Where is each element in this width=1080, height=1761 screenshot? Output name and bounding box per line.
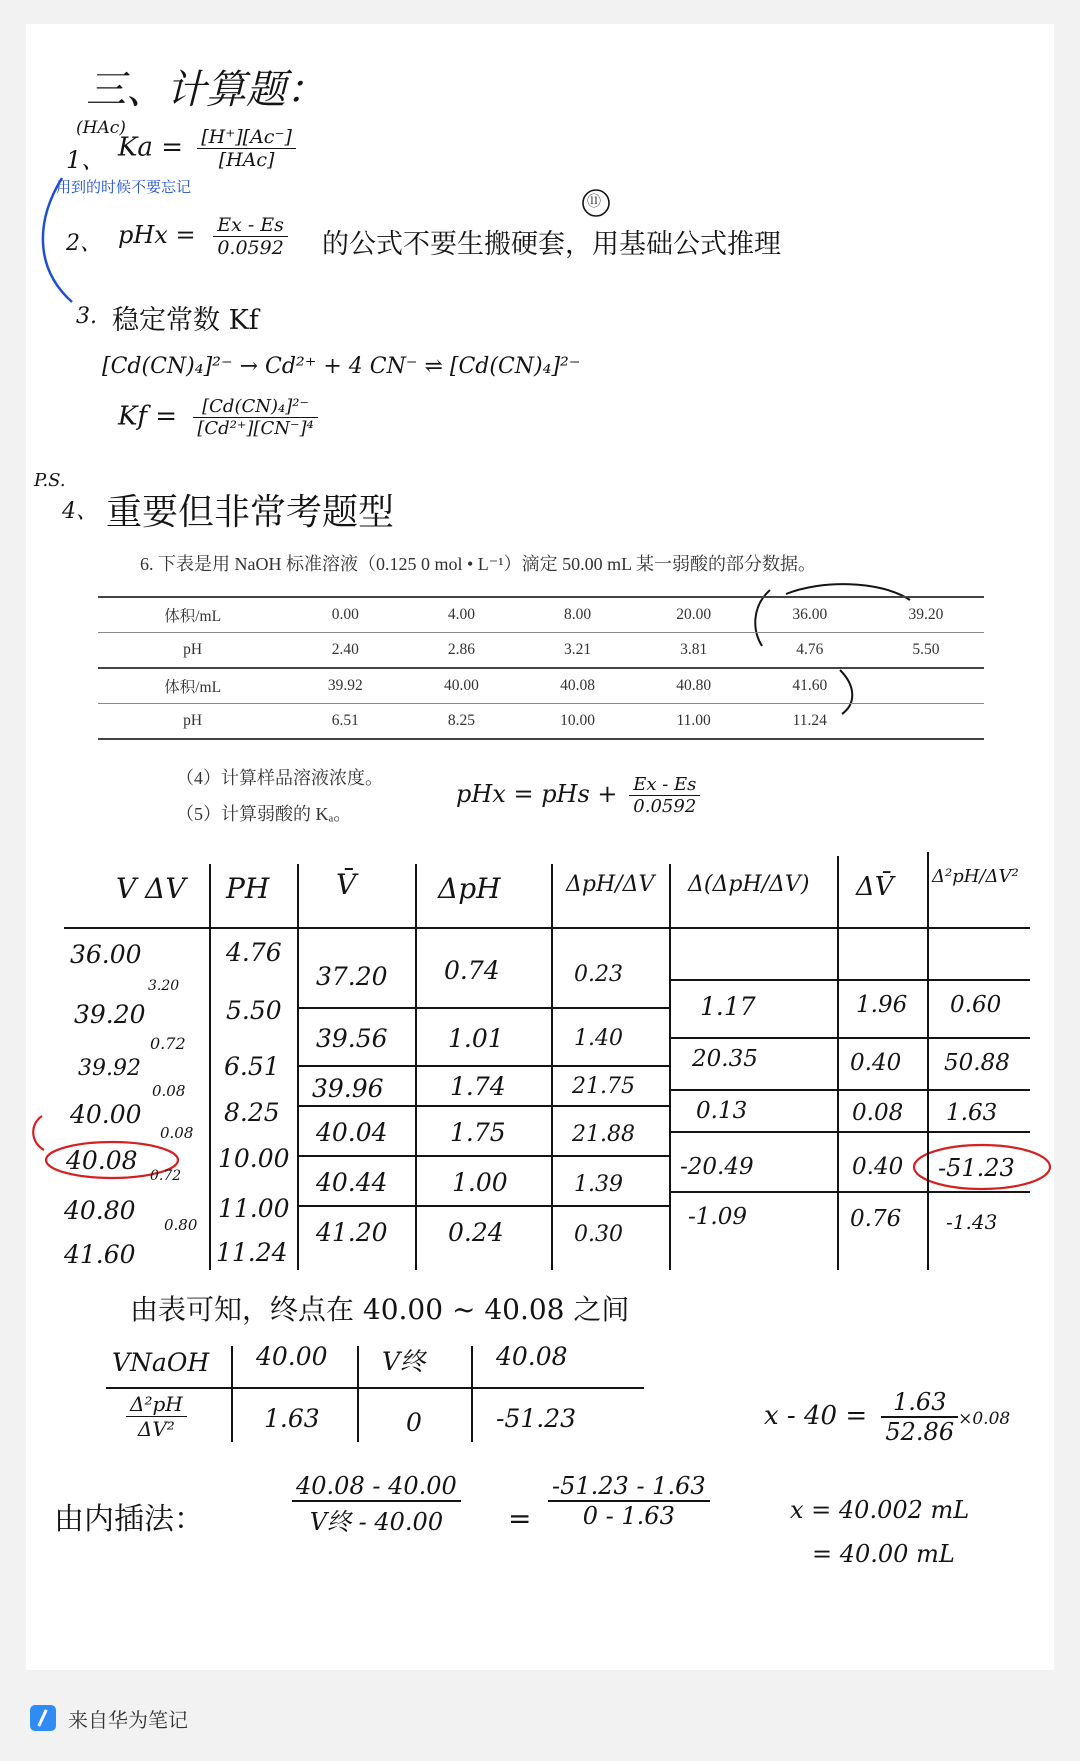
header-d-dph-dv: Δ(ΔpH/ΔV) xyxy=(688,872,810,897)
header-dvbar: ΔV̄ xyxy=(856,872,894,902)
dph-value: 1.75 xyxy=(450,1118,506,1147)
question-4: （4）计算样品溶液浓度。 xyxy=(176,768,383,788)
dph-dv-value: 21.75 xyxy=(572,1074,635,1099)
dph-dv-value: 0.23 xyxy=(574,962,623,987)
footer[interactable] xyxy=(30,1702,188,1734)
dph-value: 0.74 xyxy=(444,956,500,985)
side-calc: x - 40 = $\frac{1.63}{52.86}$ ×0.08 xyxy=(764,1388,1011,1446)
d-dph-dv-value: 0.13 xyxy=(696,1098,748,1124)
vbar-value: 39.96 xyxy=(312,1074,384,1103)
vbar-value: 37.20 xyxy=(316,962,388,991)
vbar-value: 41.20 xyxy=(316,1218,388,1247)
small-table-value: 40.08 xyxy=(496,1342,568,1371)
small-table-label: V终 xyxy=(382,1347,426,1376)
dph-value: 1.01 xyxy=(448,1024,504,1053)
d-dph-dv-value: -20.49 xyxy=(680,1154,754,1180)
d2ph-value-min: -51.23 xyxy=(938,1154,1015,1182)
table-cell: 41.60 xyxy=(752,668,868,704)
dph-value: 0.24 xyxy=(448,1218,504,1247)
footer-app-name: 来自华为笔记 xyxy=(68,1707,188,1732)
table-cell: pH xyxy=(98,704,287,740)
ph-value: 11.24 xyxy=(216,1238,288,1267)
v-value: 41.60 xyxy=(64,1240,136,1269)
v-value-endpoint: 40.08 xyxy=(66,1146,138,1175)
d2ph-value: -1.43 xyxy=(946,1210,998,1234)
table-cell: 40.08 xyxy=(519,668,635,704)
small-table-value: 40.00 xyxy=(256,1342,328,1371)
d2ph-value: 1.63 xyxy=(946,1100,998,1126)
blue-note: 用到的时候不要忘记 xyxy=(56,178,192,196)
item1-ka-formula: Ka = $\frac{[H^+][Ac^-]}{\text{[HAc]}}$ xyxy=(118,126,296,171)
interp-lhs: $\frac{40.08 - 40.00}{\text{V终 - 40.00}}$ xyxy=(292,1472,461,1537)
dvbar-value: 0.08 xyxy=(852,1100,904,1126)
phx-formula-note: pHx = pHs + $\frac{Ex - Es}{0.0592}$ xyxy=(456,774,700,817)
d2ph-value: 50.88 xyxy=(944,1050,1010,1076)
dvbar-value: 0.40 xyxy=(852,1154,904,1180)
ph-value: 6.51 xyxy=(224,1052,280,1081)
ph-value: 10.00 xyxy=(218,1144,290,1173)
item3-equation: [Cd(CN)₄]²⁻ → Cd²⁺ + 4 CN⁻ ⇌ [Cd(CN)₄]²⁻ xyxy=(102,354,581,379)
v-value: 40.80 xyxy=(64,1196,136,1225)
d-dph-dv-value: -1.09 xyxy=(688,1204,747,1230)
small-table-value: 0 xyxy=(406,1408,422,1437)
table-cell: pH xyxy=(98,633,287,669)
table-cell: 10.00 xyxy=(519,704,635,740)
dv-value: 0.80 xyxy=(164,1216,198,1234)
conclusion-text: 由表可知，终点在 40.00 ~ 40.08 之间 xyxy=(130,1293,630,1326)
table-cell: 4.00 xyxy=(403,597,519,633)
dph-dv-value: 21.88 xyxy=(572,1122,635,1147)
item3-title: 稳定常数 Kf xyxy=(112,305,259,336)
dph-dv-value: 1.40 xyxy=(574,1026,623,1051)
item3-number: 3. xyxy=(76,304,97,329)
table-cell: 4.76 xyxy=(752,633,868,669)
item2-number: 2、 xyxy=(66,231,102,256)
table-cell: 6.51 xyxy=(287,704,403,740)
header-vbar: V̄ xyxy=(336,868,357,901)
d2ph-value: 0.60 xyxy=(950,992,1002,1018)
ph-value: 4.76 xyxy=(226,938,282,967)
table-cell: 体积/mL xyxy=(98,668,287,704)
small-table-value: -51.23 xyxy=(496,1404,577,1433)
dph-dv-value: 1.39 xyxy=(574,1172,623,1197)
table-cell: 0.00 xyxy=(287,597,403,633)
vbar-value: 40.04 xyxy=(316,1118,388,1147)
huawei-notes-icon xyxy=(30,1705,56,1731)
header-dph: ΔpH xyxy=(438,872,501,905)
dv-value: 0.08 xyxy=(152,1082,186,1100)
table-cell: 3.81 xyxy=(636,633,752,669)
side-result-2: = 40.00 mL xyxy=(812,1540,955,1568)
problem-title: 6. 下表是用 NaOH 标准溶液（0.125 0 mol • L⁻¹）滴定 50.00 mL 某一弱酸的部分数据。 xyxy=(140,554,817,574)
ph-value: 5.50 xyxy=(226,996,282,1025)
question-5: （5）计算弱酸的 Kₐ。 xyxy=(176,804,352,824)
dph-value: 1.74 xyxy=(450,1072,506,1101)
table-cell: 39.92 xyxy=(287,668,403,704)
dph-dv-value: 0.30 xyxy=(574,1222,623,1247)
v-value: 39.92 xyxy=(78,1056,141,1081)
small-table-value: 1.63 xyxy=(264,1404,320,1433)
item3-kf-formula: Kf = $\frac{\text{[Cd(CN)₄]²⁻}}{\text{[Cd²⁺][CN⁻]⁴}}$ xyxy=(118,396,318,439)
item4-number: 4、 xyxy=(62,499,98,524)
item2-text: 的公式不要生搬硬套，用基础公式推理 xyxy=(322,229,781,260)
table-cell: 20.00 xyxy=(636,597,752,633)
header-ph: PH xyxy=(226,872,270,905)
table-cell: 体积/mL xyxy=(98,597,287,633)
item4-title: 重要但非常考题型 xyxy=(106,492,395,533)
table-cell: 3.21 xyxy=(519,633,635,669)
v-value: 39.20 xyxy=(74,1000,146,1029)
item1-superscript: (HAc) xyxy=(76,118,126,138)
table-cell: 11.00 xyxy=(636,704,752,740)
dvbar-value: 0.40 xyxy=(850,1050,902,1076)
table-cell: 36.00 xyxy=(752,597,868,633)
ph-value: 11.00 xyxy=(218,1194,290,1223)
d-dph-dv-value: 20.35 xyxy=(692,1046,758,1072)
dvbar-value: 1.96 xyxy=(856,992,908,1018)
v-value: 40.00 xyxy=(70,1100,142,1129)
table-cell: 40.80 xyxy=(636,668,752,704)
table-cell: 2.86 xyxy=(403,633,519,669)
dvbar-value: 0.76 xyxy=(850,1206,902,1232)
vbar-value: 39.56 xyxy=(316,1024,388,1053)
table-cell: 2.40 xyxy=(287,633,403,669)
table-cell: 5.50 xyxy=(868,633,984,669)
interp-label: 由内插法： xyxy=(54,1502,204,1537)
dv-value: 0.72 xyxy=(150,1034,186,1053)
table-cell: 11.24 xyxy=(752,704,868,740)
small-table-label: $\frac{\text{Δ²pH}}{\text{ΔV²}}$ xyxy=(126,1392,187,1441)
item2-phx-formula: pHx = $\frac{Ex - Es}{0.0592}$ xyxy=(118,214,288,259)
table-cell: 8.00 xyxy=(519,597,635,633)
table-cell: 39.20 xyxy=(868,597,984,633)
interp-equals: = xyxy=(508,1502,532,1535)
header-dph-dv: ΔpH/ΔV xyxy=(566,872,655,897)
table-cell: 40.00 xyxy=(403,668,519,704)
side-result-1: x = 40.002 mL xyxy=(790,1496,970,1524)
dv-value: 3.20 xyxy=(148,978,180,994)
vbar-value: 40.44 xyxy=(316,1168,388,1197)
d-dph-dv-value: 1.17 xyxy=(700,992,756,1021)
header-v-dv: V ΔV xyxy=(116,872,186,905)
v-value: 36.00 xyxy=(70,940,142,969)
section-heading: 三、计算题： xyxy=(86,67,326,113)
item2-circle-mark: ⑪ xyxy=(587,194,601,210)
item1-number: 1、 xyxy=(66,146,106,174)
header-d2ph: Δ²pH/ΔV² xyxy=(932,866,1019,887)
dph-value: 1.00 xyxy=(452,1168,508,1197)
small-table-label: VNaOH xyxy=(112,1348,210,1377)
ph-value: 8.25 xyxy=(224,1098,280,1127)
dv-value: 0.72 xyxy=(150,1168,182,1184)
interp-rhs: $\frac{-51.23 - 1.63}{0 - 1.63}$ xyxy=(548,1472,710,1530)
item4-ps: P.S. xyxy=(34,470,66,491)
dv-value: 0.08 xyxy=(160,1124,194,1142)
table-cell: 8.25 xyxy=(403,704,519,740)
